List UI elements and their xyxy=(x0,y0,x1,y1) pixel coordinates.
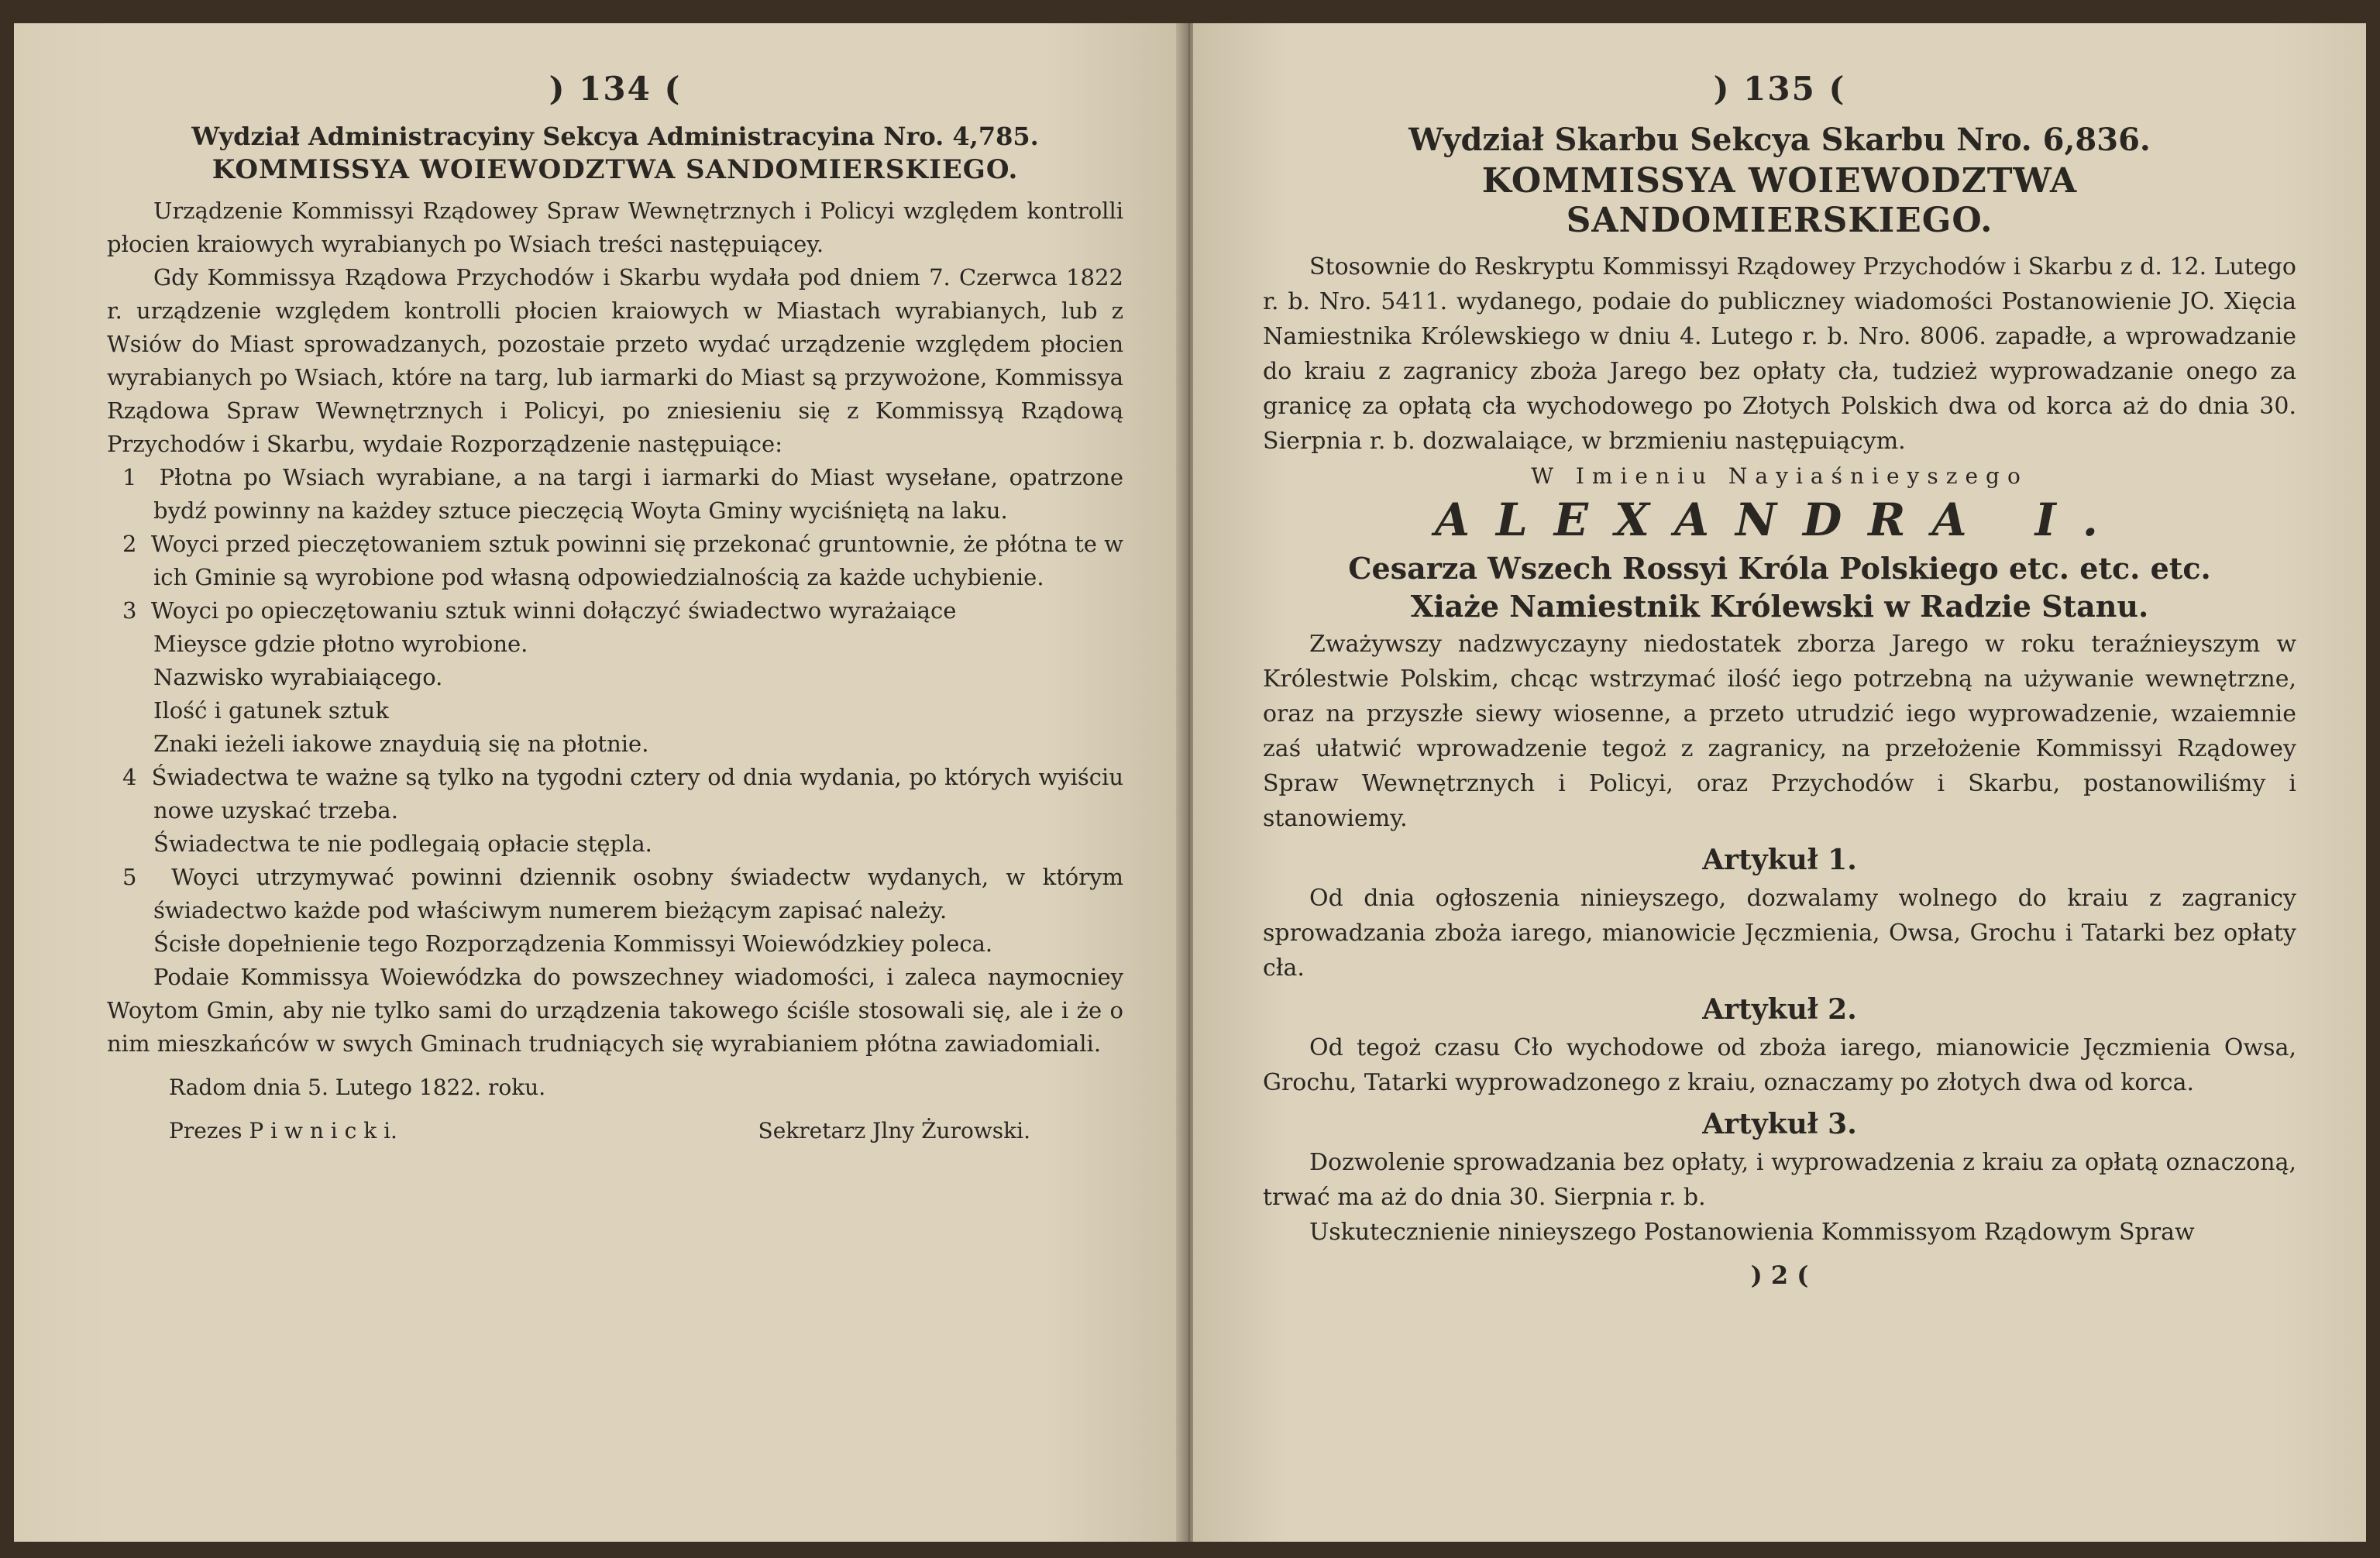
numbered-item xyxy=(107,461,1123,528)
right-page xyxy=(1193,23,2366,1542)
date-line: Radom dnia 5. Lutego 1822. roku. xyxy=(169,1075,546,1100)
viceroy-line: Xiaże Namiestnik Królewski w Radzie Stanu. xyxy=(1410,589,2149,624)
item-number: 3 xyxy=(122,597,137,624)
item-text: Woyci po opieczętowaniu sztuk winni dołączyć świadectwo wyrażaiące xyxy=(150,597,957,624)
sub-item: Mieysce gdzie płotno wyrobione. xyxy=(153,631,528,657)
left-page xyxy=(14,23,1185,1542)
secretary-signature: Sekretarz Jlny Żurowski. xyxy=(758,1118,1030,1144)
item-text: Woyci utrzymywać powinni dziennik osobny świadectw wydanych, w którym świadectwo każde pod właściwym numerem bieżącym zapisać należy. xyxy=(153,864,1124,923)
article-title: Artykuł 3. xyxy=(1702,1108,1857,1140)
item-text: Woyci przed pieczętowaniem sztuk powinni się przekonać gruntownie, że płótna te w ich Gminie są wyrobione pod własną odpowiedzialnością za każde uchybienie. xyxy=(150,531,1123,590)
page-number: ) 134 ( xyxy=(549,70,682,108)
numbered-item xyxy=(107,528,1123,594)
body-paragraph: Gdy Kommissya Rządowa Przychodów i Skarbu wydała pod dniem 7. Czerwca 1822 r. urządzenie względem kontrolli płocien kraiowych w Miastach wyrabianych, lub z Wsiów do Miast sprowadzanych, pozostaie przeto wydać urządzenie względem płocien wyrabianych po Wsiach, które na targ, lub iarmarki do Miast są przywożone, Kommissya Rządowa Spraw Wewnętrznych i Policyi, po zniesieniu się z Kommissyą Rządową Przychodów i Skarbu, wydaie Rozporządzenie następuiące: xyxy=(107,264,1123,457)
signatures xyxy=(107,1113,1123,1149)
numbered-item xyxy=(107,761,1123,827)
preamble-paragraph: Zważywszy nadzwyczayny niedostatek zborza Jarego w roku teraźnieyszym w Królestwie Polskim, chcąc wstrzymać ilość iego potrzebną na używanie wewnętrzne, oraz na przyszłe siewy wiosenne, a przeto utrudzić iego wyprowadzenie, wzaiemnie zaś ułatwić wprowadzenie tegoż z zagranicy, na przełożenie Kommissyi Rządowey Spraw Wewnętrznych i Policyi, oraz Przychodów i Skarbu, postanowiliśmy i stanowiemy. xyxy=(1263,631,2296,832)
numbered-item xyxy=(107,861,1123,927)
article-title: Artykuł 2. xyxy=(1702,993,1857,1026)
monarch-name: ALEXANDRA I. xyxy=(1435,494,2124,546)
monarch-titles: Cesarza Wszech Rossyi Króla Polskiego etc. etc. etc. xyxy=(1348,551,2211,586)
sub-item: Nazwisko wyrabiaiącego. xyxy=(153,664,443,690)
department-header: Wydział Administracyiny Sekcya Administracyina Nro. 4,785. xyxy=(191,122,1039,151)
item-number: 4 xyxy=(122,764,137,790)
article-title: Artykuł 1. xyxy=(1702,844,1857,876)
article-text: Dozwolenie sprowadzania bez opłaty, i wyprowadzenia z kraiu za opłatą oznaczoną, trwać ma aż do dnia 30. Sierpnia r. b. xyxy=(1263,1149,2296,1211)
intro-paragraph: Urządzenie Kommissyi Rządowey Spraw Wewnętrznych i Policyi względem kontrolli płocien kraiowych wyrabianych po Wsiach treści następuiącey. xyxy=(107,198,1123,257)
intro-paragraph: Stosownie do Reskryptu Kommissyi Rządowey Przychodów i Skarbu z d. 12. Lutego r. b. Nro. 5411. wydanego, podaie do publiczney wiadomości Postanowienie JO. Xięcia Namiestnika Królewskiego w dniu 4. Lutego r. b. Nro. 8006. zapadłe, a wprowadzanie do kraiu z zagranicy zboża Jarego bez opłaty cła, tudzież wyprowadzanie onego za granicę za opłatą cła wychodowego po Złotych Polskich dwa od korca aż do dnia 30. Sierpnia r. b. dozwalaiące, w brzmieniu następuiącym. xyxy=(1263,253,2296,455)
item-text: Płotna po Wsiach wyrabiane, a na targi i iarmarki do Miast wysełane, opatrzone bydź powinny na każdey sztuce pieczęcią Woyta Gminy wyciśniętą na laku. xyxy=(153,464,1124,524)
article-text: Od dnia ogłoszenia ninieyszego, dozwalamy wolnego do kraiu z zagranicy sprowadzania zboża iarego, mianowicie Jęczmienia, Owsa, Grochu i Tatarki bez opłaty cła. xyxy=(1263,885,2296,982)
closing-paragraph: Ścisłe dopełnienie tego Rozporządzenia Kommissyi Woiewódzkiey poleca. xyxy=(153,930,993,957)
in-the-name-line: W Imieniu Nayiaśnieyszego xyxy=(1531,463,2028,489)
commission-header: KOMMISSYA WOIEWODZTWA SANDOMIERSKIEGO. xyxy=(1481,161,2078,240)
closing-paragraph: Podaie Kommissya Woiewódzka do powszechney wiadomości, i zaleca naymocniey Woytom Gmin, aby nie tylko sami do urządzenia takowego ściśle stosowali się, ale i że o nim mieszkańców w swych Gminach trudniących się wyrabianiem płótna zawiadomiali. xyxy=(107,964,1123,1057)
page-number: ) 135 ( xyxy=(1713,70,1846,108)
item-note: Świadectwa te nie podlegaią opłacie stępla. xyxy=(153,831,652,857)
item-number: 2 xyxy=(122,531,137,557)
president-signature: Prezes P i w n i c k i. xyxy=(169,1118,397,1144)
item-number: 5 xyxy=(122,864,137,890)
numbered-item xyxy=(107,594,1123,628)
sub-item: Ilość i gatunek sztuk xyxy=(153,697,389,724)
department-header: Wydział Skarbu Sekcya Skarbu Nro. 6,836. xyxy=(1408,122,2151,158)
open-book xyxy=(14,23,2366,1542)
final-line: Uskutecznienie ninieyszego Postanowienia Kommissyom Rządowym Spraw xyxy=(1309,1219,2195,1246)
item-number: 1 xyxy=(122,464,137,490)
article-text: Od tegoż czasu Cło wychodowe od zboża iarego, mianowicie Jęczmienia Owsa, Grochu, Tatarki wyprowadzonego z kraiu, oznaczamy po złotych dwa od korca. xyxy=(1263,1034,2296,1096)
catchword: ) 2 ( xyxy=(1750,1261,1809,1290)
sub-item: Znaki ieżeli iakowe znayduią się na płotnie. xyxy=(153,731,649,757)
commission-header: KOMMISSYA WOIEWODZTWA SANDOMIERSKIEGO. xyxy=(212,154,1019,185)
item-text: Świadectwa te ważne są tylko na tygodni cztery od dnia wydania, po których wyiściu nowe uzyskać trzeba. xyxy=(151,764,1124,824)
